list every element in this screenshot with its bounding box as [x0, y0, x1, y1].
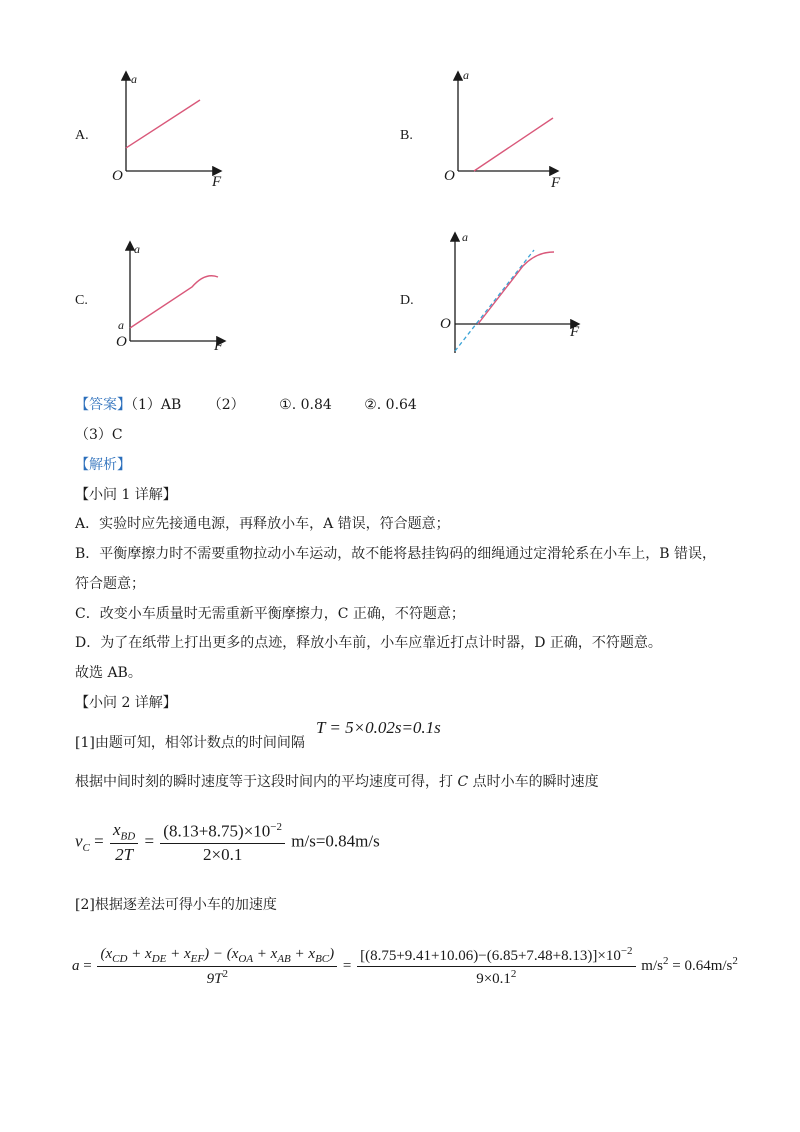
a-num1: $(x_{CD} + x_{DE} + x_{EF}) - (x_{OA} + x_{AB} + x_{BC})$	[100, 945, 335, 965]
option-c-x-label: F	[214, 338, 224, 354]
option-b-y-label: a	[463, 68, 469, 82]
option-d-graph	[430, 228, 585, 358]
q1-conclusion: 故选 AB。	[75, 665, 142, 681]
q2-point-c: C	[457, 774, 469, 790]
a-f-line	[474, 118, 553, 171]
option-b-x-label: F	[551, 175, 561, 191]
vc-sub: C	[82, 842, 90, 854]
a-den1: 9T	[206, 970, 223, 987]
a-unit: m/s	[641, 957, 663, 974]
vc-num1: x	[112, 820, 121, 839]
q1-option-a: A．实验时应先接通电源，再释放小车，A 错误，符合题意；	[75, 516, 450, 532]
q1-option-c: C．改变小车质量时无需重新平衡摩擦力，C 正确，不符题意；	[75, 606, 465, 622]
option-a-origin: O	[112, 168, 123, 184]
answer-part3: （3）C	[75, 427, 123, 443]
tangent-dashed-line	[455, 250, 534, 351]
a-result-exp: 2	[732, 954, 738, 967]
vc-symbol: v	[75, 831, 83, 851]
q1-heading: 【小问 1 详解】	[75, 487, 177, 503]
option-a-x-label: F	[212, 174, 222, 190]
q2-velocity-text	[75, 773, 599, 791]
vc-num2-exp: −2	[270, 820, 283, 833]
a-f-line	[126, 100, 200, 148]
q2-interval-formula-text: T = 5×0.02s=0.1s	[316, 718, 441, 737]
answer-a2: ②. 0.64	[364, 397, 417, 413]
a-f-curve	[130, 276, 218, 328]
q2-interval-text: [1]由题可知，相邻计数点的时间间隔	[75, 735, 305, 751]
answer-part2: （2）	[207, 397, 245, 413]
vc-result: m/s=0.84m/s	[291, 831, 380, 851]
option-c-label: C.	[75, 293, 88, 308]
vc-den1: 2T	[115, 845, 134, 865]
answer-tag: 【答案】	[75, 397, 131, 413]
a-num2-exp: −2	[620, 945, 633, 957]
option-b-label: B.	[400, 128, 413, 143]
a-unit-exp: 2	[662, 954, 669, 967]
q2-velocity-text-b: 点时小车的瞬时速度	[468, 774, 599, 790]
q1-option-d: D．为了在纸带上打出更多的点迹，释放小车前，小车应靠近打点计时器，D 正确，不符题意。	[75, 635, 662, 651]
option-d-label: D.	[400, 293, 414, 308]
velocity-formula: $v_C$ = $\frac{x_{BD}}{2T}$ = $\frac{(8.13+8.75)\times 10^{-2}}{2\times 0.1}$ m/s=0.84m/s	[75, 820, 380, 865]
a-den2-exp: 2	[510, 968, 517, 980]
a-den1-exp: 2	[222, 967, 228, 980]
answer-line	[75, 396, 417, 414]
q2-interval-formula	[316, 718, 441, 738]
option-d-y-label: a	[462, 230, 468, 244]
q1-option-b-line2: 符合题意；	[75, 576, 145, 592]
option-a-label: A.	[75, 128, 89, 143]
vc-num2: (8.13+8.75)×10	[163, 821, 271, 841]
option-d-x-label: F	[570, 324, 580, 340]
option-a-y-label: a	[131, 72, 137, 86]
acceleration-formula: a = $\frac{(x_{CD} + x_{DE} + x_{EF}) - (x_{OA} + x_{AB} + x_{BC})}{9T^2}$ = $\frac{[(8.75+9.41+10.06)-(6.85+7.48+8.13)]\times 10^{-2}}{9\times 0.1^2}$ $m/s^2 = 0.64m/s^2$	[72, 945, 738, 987]
option-b-origin: O	[444, 168, 455, 184]
a-symbol: a	[72, 957, 80, 974]
a-num2: [(8.75+9.41+10.06)−(6.85+7.48+8.13)]×10	[360, 948, 621, 964]
q2-velocity-text-a: 根据中间时刻的瞬时速度等于这段时间内的平均速度可得，打	[75, 774, 458, 790]
option-c-y-label: a	[134, 242, 140, 256]
q2-heading: 【小问 2 详解】	[75, 695, 177, 711]
vc-num1-sub: BD	[120, 830, 136, 843]
analysis-tag: 【解析】	[75, 457, 131, 473]
a-f-curve	[478, 252, 554, 324]
answer-part1: （1）AB	[131, 397, 182, 413]
q1-option-b-line1: B．平衡摩擦力时不需要重物拉动小车运动，故不能将悬挂钩码的细绳通过定滑轮系在小车上，B 错误，	[75, 546, 717, 562]
option-c-intercept-label: a	[118, 318, 124, 332]
vc-den2: 2×0.1	[202, 844, 243, 864]
option-d-origin: O	[440, 316, 451, 332]
q2-acceleration-text: [2]根据逐差法可得小车的加速度	[75, 897, 277, 913]
a-result: = 0.64m/s	[672, 957, 733, 974]
option-c-origin: O	[116, 334, 127, 350]
answer-a1: ①. 0.84	[279, 397, 332, 413]
a-den2: 9×0.1	[476, 971, 511, 987]
